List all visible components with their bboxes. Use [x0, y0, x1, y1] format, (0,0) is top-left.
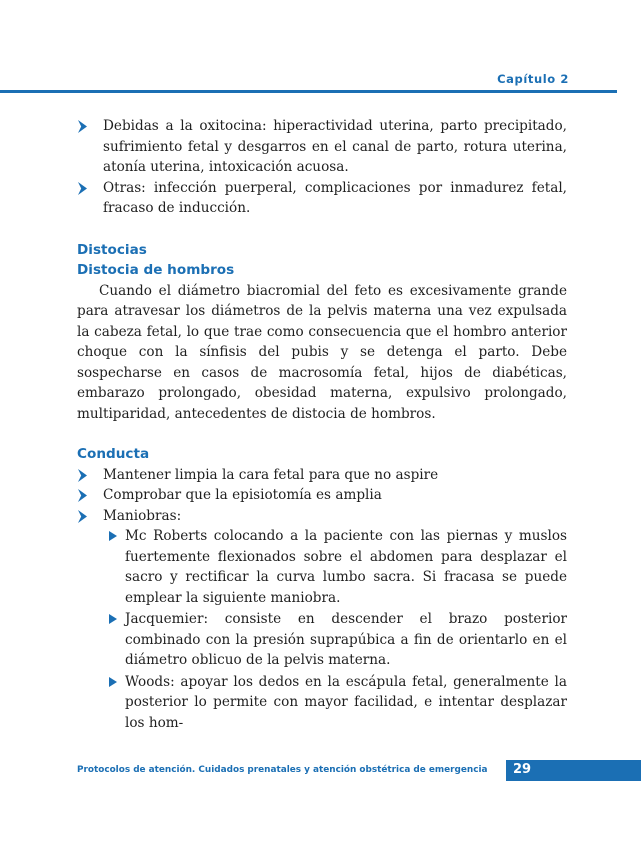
- header-rule: [0, 90, 617, 93]
- distocia-paragraph: Cuando el diámetro biacromial del feto es excesivamente grande para atravesar los diámetros de la pelvis materna una vez expulsada la cabeza fetal, lo que trae como consecuencia que el hombro anterior choque con la sínfisis del pubis y se detenga el parto. Debe sospecharse en casos de macrosomía fetal, hijos de diabéticas, embarazo prolongado, obesidad materna, expulsivo prolongado, multiparidad, antecedentes de distocia de hombros.: [77, 282, 567, 422]
- bullet-arrow-icon: [78, 489, 88, 502]
- maniobras-list: [103, 526, 567, 733]
- bullet-text: Mantener limpia la cara fetal para que no aspire: [103, 466, 439, 483]
- bullet-arrow-icon: [78, 182, 88, 195]
- sub-bullet-triangle-icon: [109, 531, 117, 541]
- top-bullet-list: [77, 116, 567, 219]
- list-item: [105, 526, 567, 608]
- bullet-text: Maniobras:: [103, 507, 182, 524]
- bullet-arrow-icon: [78, 510, 88, 523]
- sub-bullet-triangle-icon: [109, 614, 117, 624]
- page-number: 29: [513, 762, 532, 777]
- bullet-text: Otras: infección puerperal, complicaciones por inmadurez fetal, fracaso de inducción.: [103, 179, 567, 216]
- conducta-list: [77, 465, 567, 734]
- bullet-arrow-icon: [78, 120, 88, 133]
- list-item: [77, 485, 567, 506]
- sub-bullet-text: Jacquemier: consiste en descender el brazo posterior combinado con la presión suprapúbica a fin de orientarlo en el diámetro oblicuo de la pelvis materna.: [125, 611, 567, 668]
- subsection-heading-distocia-hombros: Distocia de hombros: [77, 262, 235, 278]
- list-item: [105, 672, 567, 734]
- bullet-text: Debidas a la oxitocina: hiperactividad uterina, parto precipitado, sufrimiento fetal y desgarros en el canal de parto, rotura uterina, atonía uterina, intoxicación acuosa.: [103, 118, 567, 175]
- section-heading-distocias: Distocias: [77, 241, 147, 258]
- bullet-text: Comprobar que la episiotomía es amplia: [103, 487, 382, 503]
- list-item: [77, 178, 567, 219]
- list-item: [77, 116, 567, 178]
- sub-bullet-triangle-icon: [109, 677, 117, 687]
- list-item: [77, 506, 567, 734]
- chapter-label: Capítulo 2: [497, 72, 569, 86]
- footer-title: Protocolos de atención. Cuidados prenatales y atención obstétrica de emergencia: [77, 765, 488, 775]
- list-item: [105, 609, 567, 671]
- section-heading-conducta: Conducta: [77, 446, 150, 462]
- sub-bullet-text: Woods: apoyar los dedos en la escápula fetal, generalmente la posterior lo permite con mayor facilidad, e intentar desplazar los hom-: [125, 673, 567, 731]
- list-item: [77, 465, 567, 486]
- sub-bullet-text: Mc Roberts colocando a la paciente con las piernas y muslos fuertemente flexionados sobre el abdomen para desplazar el sacro y rectificar la curva lumbo sacra. Si fracasa se puede emplear la siguiente maniobra.: [125, 528, 567, 606]
- bullet-arrow-icon: [78, 469, 88, 482]
- page-content: [77, 116, 567, 734]
